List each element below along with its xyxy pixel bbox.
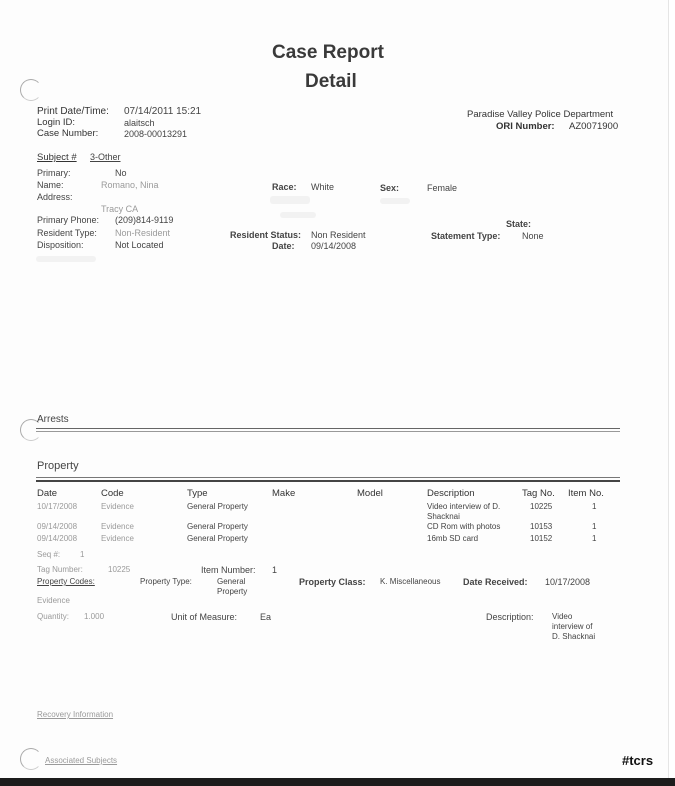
property-class-value: K. Miscellaneous — [380, 577, 441, 586]
table-row-date: 09/14/2008 — [37, 534, 78, 543]
sex-value: Female — [427, 183, 458, 193]
description-label: Description: — [486, 612, 534, 622]
table-row-item: 1 — [592, 502, 597, 511]
seq-value: 1 — [80, 550, 85, 559]
col-model: Model — [357, 488, 383, 499]
case-number-value: 2008-00013291 — [124, 129, 188, 139]
date-received-label: Date Received: — [463, 577, 528, 587]
race-label: Race: — [272, 182, 297, 192]
property-divider-thick — [36, 480, 620, 482]
login-id-value: alaitsch — [124, 118, 155, 128]
table-row-type: General Property — [187, 502, 248, 511]
redaction-smudge — [270, 196, 310, 204]
property-class-label: Property Class: — [299, 577, 366, 587]
quantity-label: Quantity: — [37, 612, 70, 621]
city-value: Tracy CA — [101, 204, 139, 214]
watermark-hashtag: #tcrs — [622, 753, 654, 768]
table-row-type: General Property — [187, 534, 248, 543]
name-label: Name: — [37, 180, 64, 190]
print-datetime-value: 07/14/2011 15:21 — [124, 106, 202, 117]
statement-type-label: Statement Type: — [431, 231, 501, 241]
punch-hole-bottom — [20, 748, 42, 770]
col-item-no: Item No. — [568, 488, 604, 499]
table-row-code: Evidence — [101, 534, 134, 543]
resident-type-value: Non-Resident — [115, 228, 171, 238]
table-row-description: CD Rom with photos — [427, 522, 501, 531]
punch-hole-top — [20, 79, 42, 101]
ori-number-label: ORI Number: — [496, 121, 555, 132]
date-received-value: 10/17/2008 — [545, 577, 591, 587]
subject-heading-value: 3-Other — [90, 152, 121, 162]
evidence-code: Evidence — [37, 596, 70, 605]
date-label: Date: — [272, 241, 295, 251]
bottom-frame-bar — [0, 778, 675, 786]
arrests-heading: Arrests — [37, 414, 69, 425]
table-row-description-cont: Shacknai — [427, 512, 460, 521]
table-row-tag: 10225 — [530, 502, 553, 511]
table-row-tag: 10153 — [530, 522, 553, 531]
col-description: Description — [427, 488, 475, 499]
associated-subjects-heading: Associated Subjects — [45, 756, 118, 765]
race-value: White — [311, 182, 335, 192]
table-row-code: Evidence — [101, 502, 134, 511]
redaction-smudge — [280, 212, 316, 218]
description-value: Video — [552, 612, 573, 621]
state-label: State: — [506, 219, 532, 229]
page-title: Case Report — [272, 42, 384, 63]
address-label: Address: — [37, 192, 73, 202]
ori-number-value: AZ0071900 — [569, 121, 619, 132]
quantity-value: 1.000 — [84, 612, 105, 621]
login-id-label: Login ID: — [37, 117, 76, 128]
unit-of-measure-value: Ea — [260, 612, 272, 622]
disposition-label: Disposition: — [37, 240, 84, 250]
table-row-code: Evidence — [101, 522, 134, 531]
date-value: 09/14/2008 — [311, 241, 357, 251]
primary-phone-label: Primary Phone: — [37, 215, 100, 225]
table-row-item: 1 — [592, 522, 597, 531]
recovery-information-heading: Recovery Information — [37, 710, 114, 719]
table-row-date: 09/14/2008 — [37, 522, 78, 531]
statement-type-value: None — [522, 231, 544, 241]
case-number-label: Case Number: — [37, 128, 99, 139]
col-make: Make — [272, 488, 296, 499]
print-datetime-label: Print Date/Time: — [37, 106, 109, 117]
sex-label: Sex: — [380, 183, 400, 193]
property-divider — [36, 477, 620, 478]
page-subtitle: Detail — [305, 71, 357, 92]
subject-heading: Subject # — [37, 152, 77, 163]
tag-number-value: 10225 — [108, 565, 131, 574]
property-type-label: Property Type: — [140, 577, 192, 586]
table-row-description: 16mb SD card — [427, 534, 479, 543]
table-row-type: General Property — [187, 522, 248, 531]
arrests-divider-sub — [36, 431, 620, 432]
tag-number-label: Tag Number: — [37, 565, 83, 574]
table-row-item: 1 — [592, 534, 597, 543]
property-heading: Property — [37, 460, 79, 472]
redaction-smudge — [380, 198, 410, 204]
arrests-divider — [36, 428, 620, 429]
property-type-value: General — [217, 577, 246, 586]
primary-value: No — [115, 168, 127, 178]
resident-type-label: Resident Type: — [37, 228, 97, 238]
table-row-tag: 10152 — [530, 534, 553, 543]
seq-label: Seq #: — [37, 550, 61, 559]
primary-label: Primary: — [37, 168, 71, 178]
col-date: Date — [37, 488, 58, 499]
description-value-line2: interview of — [552, 622, 593, 631]
item-number-label: Item Number: — [201, 565, 256, 575]
name-value: Romano, Nina — [101, 180, 159, 190]
resident-status-label: Resident Status: — [230, 230, 302, 240]
table-row-description: Video interview of D. — [427, 502, 501, 511]
description-value-line3: D. Shacknai — [552, 632, 596, 641]
unit-of-measure-label: Unit of Measure: — [171, 612, 238, 622]
col-code: Code — [101, 488, 124, 499]
agency-name: Paradise Valley Police Department — [467, 109, 614, 120]
col-type: Type — [187, 488, 208, 499]
property-codes-label: Property Codes: — [37, 577, 95, 586]
resident-status-value: Non Resident — [311, 230, 366, 240]
item-number-value: 1 — [272, 565, 278, 575]
col-tag-no: Tag No. — [522, 488, 555, 499]
disposition-value: Not Located — [115, 240, 164, 250]
property-type-value-cont: Property — [217, 587, 248, 596]
primary-phone-value: (209)814-9119 — [115, 215, 174, 225]
table-row-date: 10/17/2008 — [37, 502, 78, 511]
redaction-smudge — [36, 256, 96, 262]
